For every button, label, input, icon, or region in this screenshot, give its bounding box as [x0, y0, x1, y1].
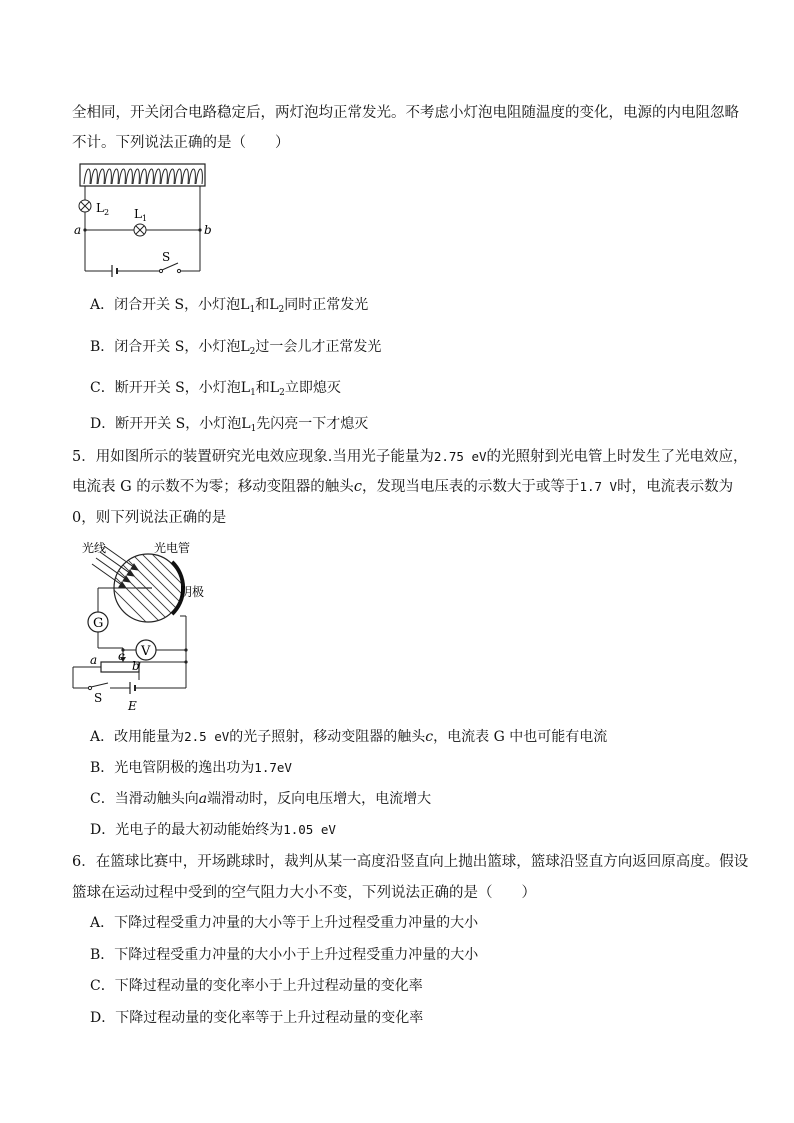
q4-option-c: C．断开开关 S，小灯泡$L_1$和$L_2$立即熄灭 [90, 380, 341, 398]
label-b: b [132, 659, 140, 673]
label-tube: 光电管 [154, 541, 191, 555]
q6-option-c: C．下降过程动量的变化率小于上升过程动量的变化率 [90, 978, 423, 994]
label-s: S [94, 691, 103, 705]
q6-stem-line-1: 6．在篮球比赛中，开场跳球时，裁判从某一高度沿竖直向上抛出篮球，篮球沿竖直方向返回原高度。假设 [72, 854, 749, 870]
q5-option-a: A．改用能量为2.5 eV的光子照射，移动变阻器的触头c，电流表 G 中也可能有电流 [90, 729, 608, 745]
q5-option-b: B．光电管阴极的逸出功为1.7eV [90, 760, 292, 776]
label-a: a [90, 653, 98, 667]
q6-option-b: B．下降过程受重力冲量的大小小于上升过程受重力冲量的大小 [90, 947, 479, 963]
label-s: S [162, 250, 171, 264]
label-a: a [74, 223, 82, 237]
q4-circuit-figure [72, 160, 217, 278]
q5-option-c: C．当滑动触头向a端滑动时，反向电压增大，电流增大 [90, 791, 432, 807]
q5-stem-line-2: 电流表 G 的示数不为零；移动变阻器的触头c，发现当电压表的示数大于或等于1.7 V时，电流表示数为 [72, 479, 734, 495]
label-l1: $L_1$ [134, 207, 148, 223]
q5-option-d: D．光电子的最大初动能始终为1.05 eV [90, 822, 336, 838]
q4-option-a: A．闭合开关 S，小灯泡$L_1$和$L_2$同时正常发光 [90, 297, 369, 315]
q5-photoelectric-figure [68, 540, 218, 712]
label-b: b [204, 223, 212, 237]
inductor-coil-frame [80, 164, 205, 186]
label-g: G [93, 616, 104, 631]
q6-option-a: A．下降过程受重力冲量的大小等于上升过程受重力冲量的大小 [90, 915, 479, 931]
q5-stem-line-3: 0，则下列说法正确的是 [72, 510, 227, 526]
label-c: c [118, 649, 125, 663]
label-e: E [128, 699, 137, 712]
label-l2: $L_2$ [96, 201, 110, 217]
q5-stem-line-1: 5．用如图所示的装置研究光电效应现象.当用光子能量为2.75 eV的光照射到光电管上时发生了光电效应， [72, 449, 748, 465]
label-v: V [141, 644, 151, 659]
q6-stem-line-2: 篮球在运动过程中受到的空气阻力大小不变，下列说法正确的是（ ） [72, 885, 536, 901]
q6-option-d: D．下降过程动量的变化率等于上升过程动量的变化率 [90, 1010, 424, 1026]
q4-stem-line-2: 不计。下列说法正确的是（ ） [72, 135, 290, 151]
inductor-coil-windings [84, 169, 202, 184]
q4-option-b: B．闭合开关 S，小灯泡$L_2$过一会儿才正常发光 [90, 339, 382, 357]
q4-stem-line-1: 全相同，开关闭合电路稳定后，两灯泡均正常发光。不考虑小灯泡电阻随温度的变化，电源的内电阻忽略 [72, 105, 739, 121]
q4-option-d: D．断开开关 S，小灯泡$L_1$先闪亮一下才熄灭 [90, 416, 369, 434]
label-cathode: 阴极 [180, 585, 205, 599]
label-light: 光线 [82, 541, 107, 555]
